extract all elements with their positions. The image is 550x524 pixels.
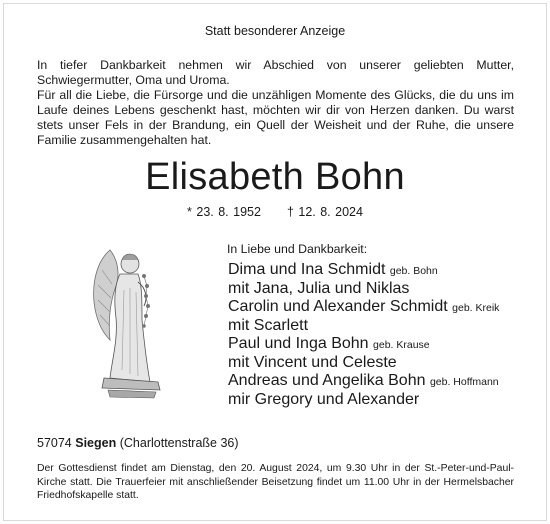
deceased-name: Elisabeth Bohn <box>145 156 405 198</box>
intro-text <box>37 58 514 148</box>
maiden-name: geb. Krause <box>373 339 430 351</box>
family-names: Dima und Ina Schmidt <box>228 261 386 278</box>
family-entry <box>228 372 538 409</box>
family-children: mit Jana, Julia und Niklas <box>228 280 410 297</box>
family-names-line <box>228 298 538 317</box>
city: Siegen <box>75 436 117 450</box>
street: (Charlottenstraße 36) <box>119 436 239 450</box>
family-names: Andreas und Angelika Bohn <box>228 372 426 389</box>
family-entry <box>228 335 538 372</box>
maiden-name: geb. Bohn <box>389 265 438 277</box>
family-list <box>228 261 538 409</box>
postcode: 57074 <box>37 436 72 450</box>
birth-date: * 23. 8. 1952 <box>187 205 261 219</box>
family-children: mir Gregory und Alexander <box>228 391 420 408</box>
intro-paragraph-2: Für all die Liebe, die Fürsorge und die unzähligen Momente des Glücks, die du uns im Laufe deines Lebens geschenkt hast, möchten wir dir von Herzen danken. Du warst stets unser Fels in der Brandung, ein Quell der Weisheit und der Ruhe, die unsere Familie zusammengehalten hat. <box>37 88 514 147</box>
death-date: † 12. 8. 2024 <box>286 205 363 219</box>
mourners-intro: In Liebe und Dankbarkeit: <box>227 242 368 256</box>
notice-header: Statt besonderer Anzeige <box>204 24 346 38</box>
family-names: Paul und Inga Bohn <box>228 335 369 352</box>
service-details: Der Gottesdienst findet am Dienstag, den 20. August 2024, um 9.30 Uhr in der St.-Peter-und-Paul-Kirche statt. Die Trauerfeier mit anschließender Beisetzung findet um 11.00 Uhr in der Hermelsbacher Friedhofskapelle statt. <box>37 463 514 501</box>
maiden-name: geb. Hoffmann <box>429 376 499 388</box>
family-names-line <box>228 261 538 280</box>
intro-paragraph-1: In tiefer Dankbarkeit nehmen wir Abschied von unserer geliebten Mutter, Schwiegermutter, Oma und Uroma. <box>37 58 514 87</box>
family-entry <box>228 261 538 298</box>
angel-statue-icon <box>80 240 190 400</box>
family-children: mit Scarlett <box>228 317 309 334</box>
maiden-name: geb. Kreik <box>452 302 500 314</box>
mourning-address <box>37 436 239 450</box>
family-entry <box>228 298 538 335</box>
family-names-line <box>228 335 538 354</box>
life-dates <box>0 205 550 219</box>
family-children: mit Vincent und Celeste <box>228 354 397 371</box>
family-names: Carolin und Alexander Schmidt <box>228 298 448 315</box>
family-names-line <box>228 372 538 391</box>
